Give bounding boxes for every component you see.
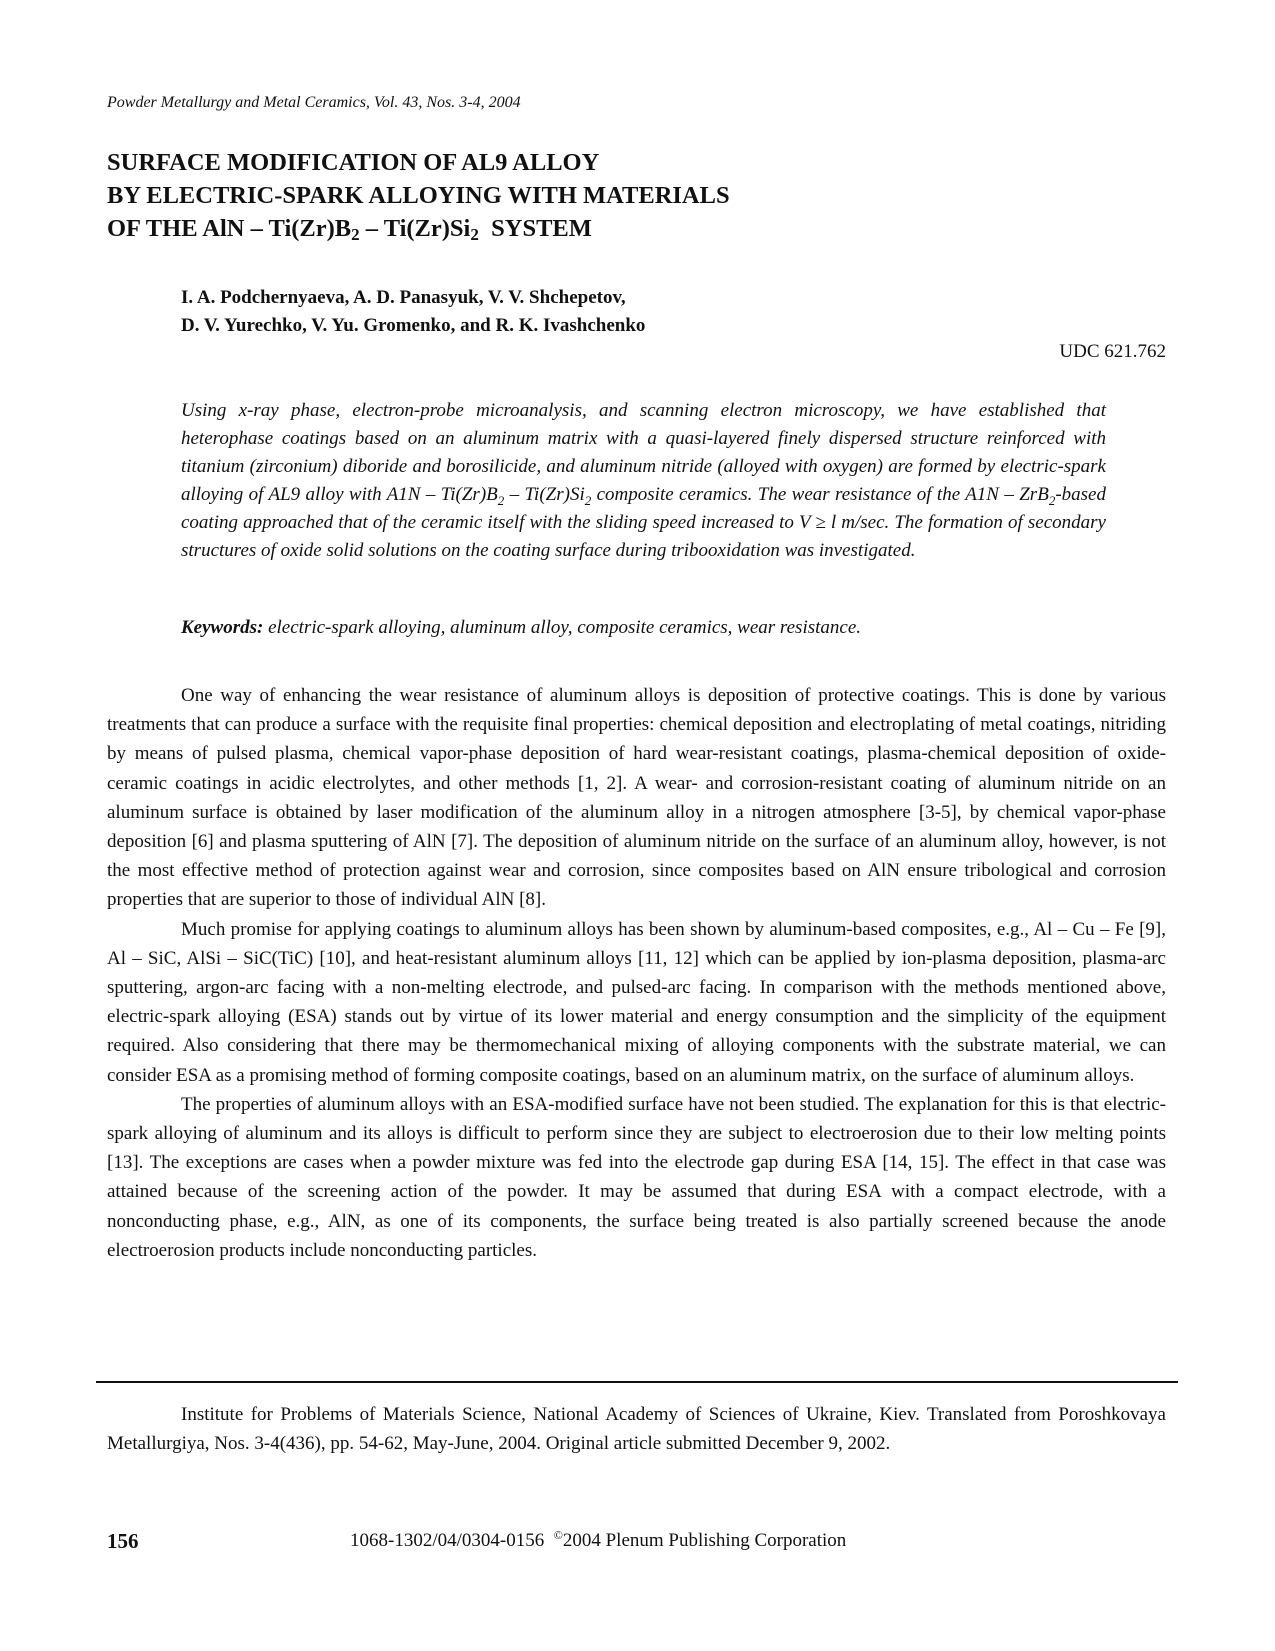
title-line-3-part-c: SYSTEM: [478, 215, 592, 242]
copyright-symbol: ©: [553, 1528, 563, 1542]
title-line-3-part-a: OF THE AlN – Ti(Zr)B: [107, 215, 352, 242]
issn-code: 1068-1302/04/0304-0156: [350, 1530, 554, 1551]
keywords-label: Keywords:: [181, 617, 264, 638]
title-subscript-1: 2: [351, 225, 360, 244]
copyright-text: 2004 Plenum Publishing Corporation: [562, 1530, 847, 1551]
title-line-3-part-b: – Ti(Zr)Si: [359, 215, 471, 242]
body-paragraph-1: One way of enhancing the wear resistance of aluminum alloys is deposition of protective coatings. This is done by various treatments that can produce a surface with the requisite final properties: chemical deposition and electroplating of metal coatings, nitriding by means of pulsed plasma, chemical vapor-phase deposition of hard wear-resistant coatings, plasma-chemical deposition of oxide-ceramic coatings in acidic electrolytes, and other methods [1, 2]. A wear- and corrosion-resistant coating of aluminum nitride on an aluminum surface is obtained by laser modification of the aluminum alloy in a nitrogen atmosphere [3-5], by chemical vapor-phase deposition [6] and plasma sputtering of AlN [7]. The deposition of aluminum nitride on the surface of an aluminum alloy, however, is not the most effective method of protection against wear and corrosion, since composites based on AlN ensure tribological and corrosion properties that are superior to those of individual AlN [8].: [107, 685, 1166, 911]
footnote-divider: [96, 1381, 1178, 1383]
title-subscript-2: 2: [470, 225, 479, 244]
page-number: 156: [107, 1529, 139, 1553]
copyright-line: [350, 1529, 846, 1553]
authors-line-1: I. A. Podchernyaeva, A. D. Panasyuk, V. V. Shchepetov,: [181, 287, 626, 308]
body-text: [107, 681, 1166, 1265]
title-line-3: [107, 212, 730, 245]
body-paragraph-2: Much promise for applying coatings to aluminum alloys has been shown by aluminum-based composites, e.g., Al – Cu – Fe [9], Al – SiC, AlSi – SiC(TiC) [10], and heat-resistant aluminum alloys [11, 12] which can be applied by ion-plasma deposition, plasma-arc sputtering, argon-arc facing with a non-melting electrode, and pulsed-arc facing. In comparison with the methods mentioned above, electric-spark alloying (ESA) stands out by virtue of its lower material and energy consumption and the simplicity of the equipment required. Also considering that there may be thermomechanical mixing of alloying components with the substrate material, we can consider ESA as a promising method of forming composite coatings, based on an aluminum matrix, on the surface of aluminum alloys.: [107, 918, 1166, 1086]
abstract-part-1: Using x-ray phase, electron-probe microanalysis, and scanning electron microscopy, we have established that heterophase coatings based on an aluminum matrix with a quasi-layered finely dispersed structure reinforced with titanium (zirconium) diboride and borosilicide, and aluminum nitride (alloyed with oxygen) are formed by electric-spark alloying of AL9 alloy with A1N – Ti(Zr)B: [181, 400, 1106, 505]
title-line-2: BY ELECTRIC-SPARK ALLOYING WITH MATERIALS: [107, 182, 730, 209]
udc-code: UDC 621.762: [1059, 341, 1166, 362]
abstract-subscript-1: 2: [497, 493, 505, 508]
affiliation-footnote: Institute for Problems of Materials Science, National Academy of Sciences of Ukraine, Kiev. Translated from Poroshkovaya Metallurgiya, Nos. 3-4(436), pp. 54-62, May-June, 2004. Original article submitted December 9, 2002.: [107, 1404, 1166, 1454]
abstract-subscript-2: 2: [584, 493, 592, 508]
journal-citation: Powder Metallurgy and Metal Ceramics, Vol. 43, Nos. 3-4, 2004: [107, 94, 521, 111]
abstract-subscript-3: 2: [1048, 493, 1056, 508]
abstract-part-3: composite ceramics. The wear resistance of the A1N – ZrB: [591, 484, 1049, 505]
title-line-1: SURFACE MODIFICATION OF AL9 ALLOY: [107, 149, 600, 176]
keywords: [181, 616, 1106, 640]
author-list: [181, 284, 645, 340]
article-title: [107, 146, 730, 245]
abstract-part-2: – Ti(Zr)Si: [504, 484, 585, 505]
body-paragraph-3: The properties of aluminum alloys with an ESA-modified surface have not been studied. The explanation for this is that electric-spark alloying of aluminum and its alloys is difficult to perform since they are subject to electroerosion due to their low melting points [13]. The exceptions are cases when a powder mixture was fed into the electrode gap during ESA [14, 15]. The effect in that case was attained because of the screening action of the powder. It may be assumed that during ESA with a compact electrode, with a nonconducting phase, e.g., AlN, as one of its components, the surface being treated is also partially screened because the anode electroerosion products include nonconducting particles.: [107, 1093, 1166, 1261]
keywords-text: electric-spark alloying, aluminum alloy, composite ceramics, wear resistance.: [263, 617, 862, 638]
authors-line-2: D. V. Yurechko, V. Yu. Gromenko, and R. K. Ivashchenko: [181, 315, 646, 336]
abstract-part-4: -based coating approached that of the ceramic itself with the sliding speed increased to V ≥ l m/sec. The formation of secondary structures of oxide solid solutions on the coating surface during tribooxidation was investigated.: [181, 484, 1106, 561]
abstract: [181, 397, 1106, 565]
